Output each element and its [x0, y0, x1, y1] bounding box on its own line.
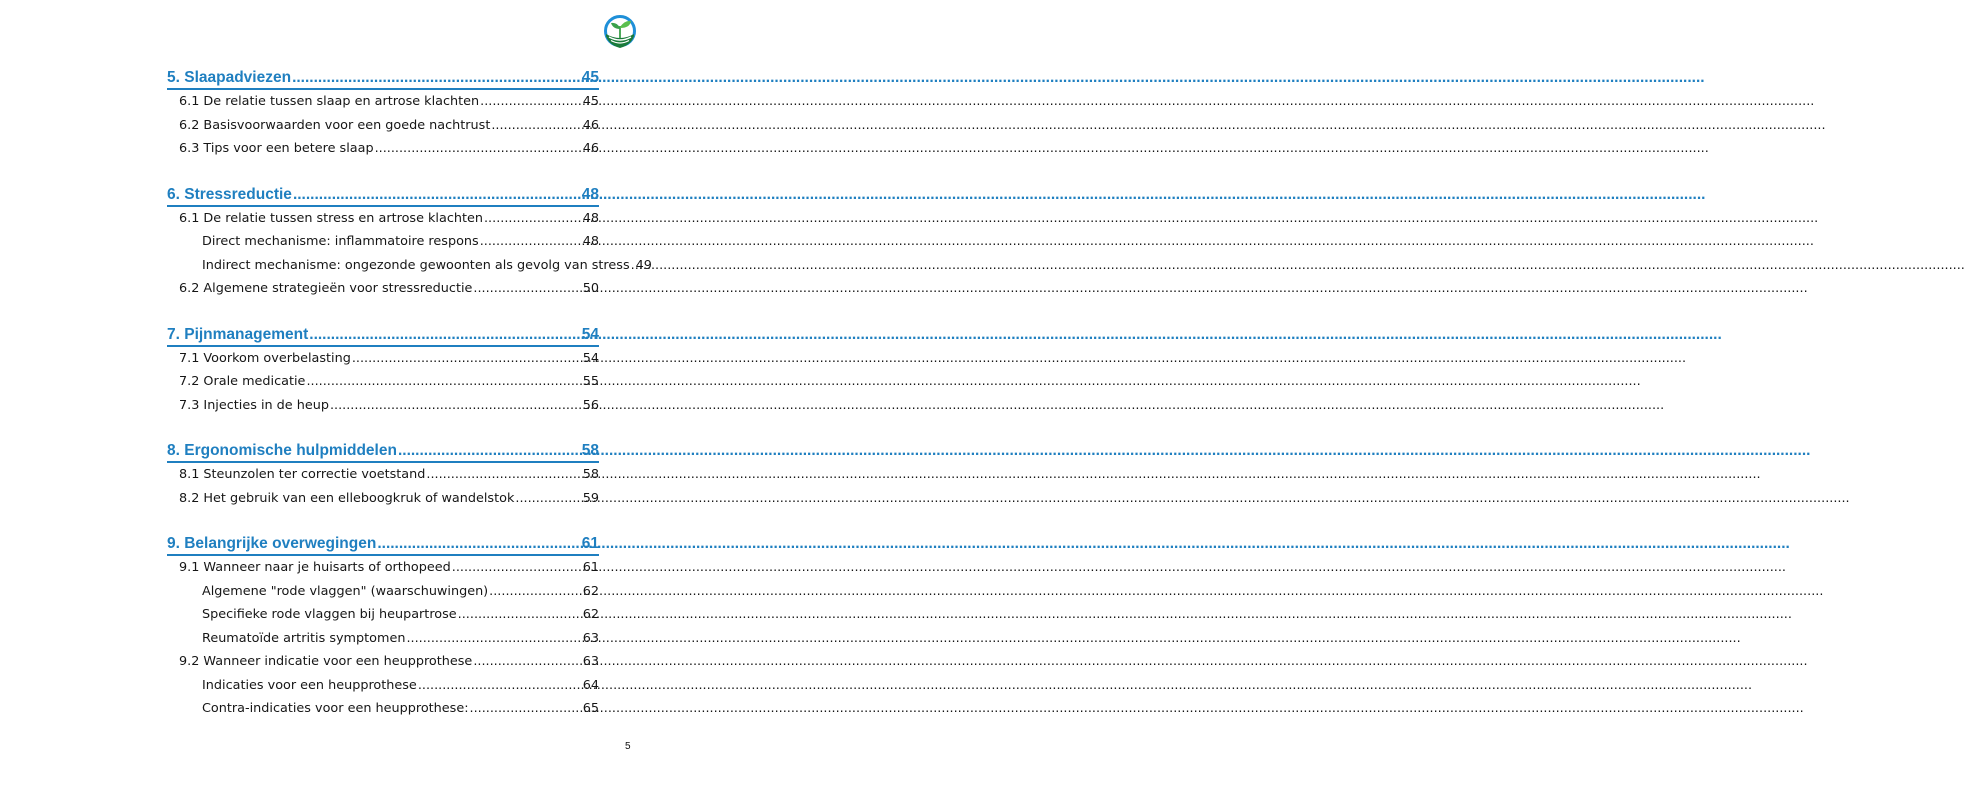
toc-entry-title: 6.3 Tips voor een betere slaap	[179, 141, 374, 156]
toc-page-number: 62	[582, 583, 599, 599]
toc-entry-title: 6.2 Basisvoorwaarden voor een goede nachtrust	[179, 117, 491, 133]
toc-entry-title: 9.2 Wanneer indicatie voor een heupprothese	[179, 654, 473, 669]
toc-page-number: 54	[581, 325, 599, 343]
toc-page-number: 64	[582, 677, 599, 693]
toc-entry-title: Indicaties voor een heupprothese	[202, 677, 417, 693]
toc-page-number: 48	[582, 210, 599, 226]
toc-page-number: 54	[582, 350, 599, 366]
toc-chapter-7[interactable]	[167, 323, 599, 347]
toc-entry-title: 7.1 Voorkom overbelasting	[179, 350, 351, 366]
toc-page-number: 50	[582, 281, 599, 296]
toc-leader-dots	[489, 580, 582, 604]
toc-page-number: 59	[582, 490, 599, 506]
table-of-contents	[167, 62, 652, 721]
toc-entry-title: 8.1 Steunzolen ter correctie voetstand	[179, 467, 426, 482]
toc-entry-title: Reumatoïde artritis symptomen	[202, 630, 406, 646]
toc-entry-title: 7.3 Injecties in de heup	[179, 397, 329, 413]
toc-leader-dots	[292, 66, 581, 90]
toc-leader-dots	[491, 114, 581, 138]
toc-page-number: 62	[582, 607, 599, 622]
toc-leader-dots	[418, 674, 582, 698]
toc-entry[interactable]	[167, 556, 599, 580]
toc-subentry[interactable]	[167, 230, 599, 254]
toc-page-number: 63	[582, 630, 599, 646]
toc-leader-dots	[470, 697, 582, 721]
toc-entry[interactable]	[167, 90, 599, 114]
toc-leader-dots	[452, 556, 582, 580]
toc-page-number: 56	[582, 397, 599, 413]
toc-leader-dots	[631, 254, 635, 278]
toc-entry-title: Contra-indicaties voor een heupprothese:	[202, 701, 469, 716]
toc-entry[interactable]	[167, 487, 599, 511]
toc-leader-dots	[473, 650, 581, 674]
toc-entry[interactable]	[167, 394, 599, 418]
toc-page-number: 61	[581, 535, 599, 552]
toc-chapter-title: 7. Pijnmanagement	[167, 325, 309, 343]
toc-page-number: 65	[582, 701, 599, 716]
toc-leader-dots	[377, 532, 580, 556]
toc-leader-dots	[473, 277, 581, 301]
toc-entry-title: Specifieke rode vlaggen bij heupartrose	[202, 607, 457, 622]
toc-leader-dots	[306, 370, 581, 394]
toc-leader-dots	[458, 603, 582, 627]
toc-entry[interactable]	[167, 463, 599, 487]
toc-subentry[interactable]	[167, 674, 599, 698]
toc-page-number: 58	[581, 442, 599, 459]
toc-subentry[interactable]	[167, 697, 599, 721]
toc-entry[interactable]	[167, 277, 599, 301]
toc-page-number: 46	[582, 117, 599, 133]
toc-leader-dots	[293, 183, 581, 207]
sprout-logo-icon	[603, 14, 637, 50]
toc-page-number: 61	[582, 560, 599, 575]
toc-page-number: 49	[635, 257, 652, 273]
toc-page-number: 48	[581, 185, 599, 203]
toc-entry[interactable]	[167, 114, 599, 138]
toc-page-number: 58	[582, 467, 599, 482]
toc-leader-dots	[309, 323, 580, 347]
toc-entry-title: 7.2 Orale medicatie	[179, 374, 306, 389]
toc-entry[interactable]	[167, 347, 599, 371]
toc-entry[interactable]	[167, 137, 599, 161]
toc-leader-dots	[426, 463, 581, 487]
toc-page-number: 45	[582, 94, 599, 109]
toc-chapter-title: 9. Belangrijke overwegingen	[167, 535, 377, 552]
toc-leader-dots	[330, 394, 582, 418]
toc-leader-dots	[398, 439, 581, 463]
toc-leader-dots	[484, 207, 582, 231]
toc-entry[interactable]	[167, 370, 599, 394]
toc-page-number: 63	[582, 654, 599, 669]
toc-chapter-title: 8. Ergonomische hulpmiddelen	[167, 442, 397, 459]
toc-entry-title: Direct mechanisme: inflammatoire respons	[202, 234, 479, 249]
toc-page-number: 48	[582, 234, 599, 249]
toc-leader-dots	[406, 627, 581, 651]
toc-subentry[interactable]	[167, 627, 599, 651]
toc-leader-dots	[480, 230, 582, 254]
toc-chapter-9[interactable]	[167, 532, 599, 556]
toc-entry-title: 6.1 De relatie tussen stress en artrose klachten	[179, 210, 483, 226]
toc-leader-dots	[515, 487, 581, 511]
toc-entry-title: Algemene "rode vlaggen" (waarschuwingen)	[202, 583, 489, 599]
toc-subentry[interactable]	[167, 254, 652, 278]
toc-entry[interactable]	[167, 650, 599, 674]
toc-chapter-6[interactable]	[167, 183, 599, 207]
toc-leader-dots	[375, 137, 582, 161]
toc-entry-title: Indirect mechanisme: ongezonde gewoonten als gevolg van stress	[202, 257, 630, 273]
toc-entry[interactable]	[167, 207, 599, 231]
toc-subentry[interactable]	[167, 603, 599, 627]
toc-entry-title: 6.1 De relatie tussen slaap en artrose klachten	[179, 94, 480, 109]
toc-chapter-title: 6. Stressreductie	[167, 185, 292, 203]
toc-subentry[interactable]	[167, 580, 599, 604]
toc-leader-dots	[352, 347, 582, 371]
toc-chapter-5[interactable]	[167, 66, 599, 90]
toc-entry-title: 9.1 Wanneer naar je huisarts of orthopeed	[179, 560, 451, 575]
toc-leader-dots	[480, 90, 582, 114]
toc-entry-title: 6.2 Algemene strategieën voor stressreductie	[179, 281, 473, 296]
toc-page-number: 45	[581, 69, 599, 86]
toc-chapter-8[interactable]	[167, 439, 599, 463]
toc-chapter-title: 5. Slaapadviezen	[167, 69, 292, 86]
toc-page-number: 46	[582, 141, 599, 156]
toc-page-number: 55	[582, 374, 599, 389]
page-number: 5	[625, 741, 631, 752]
toc-entry-title: 8.2 Het gebruik van een elleboogkruk of wandelstok	[179, 490, 515, 506]
